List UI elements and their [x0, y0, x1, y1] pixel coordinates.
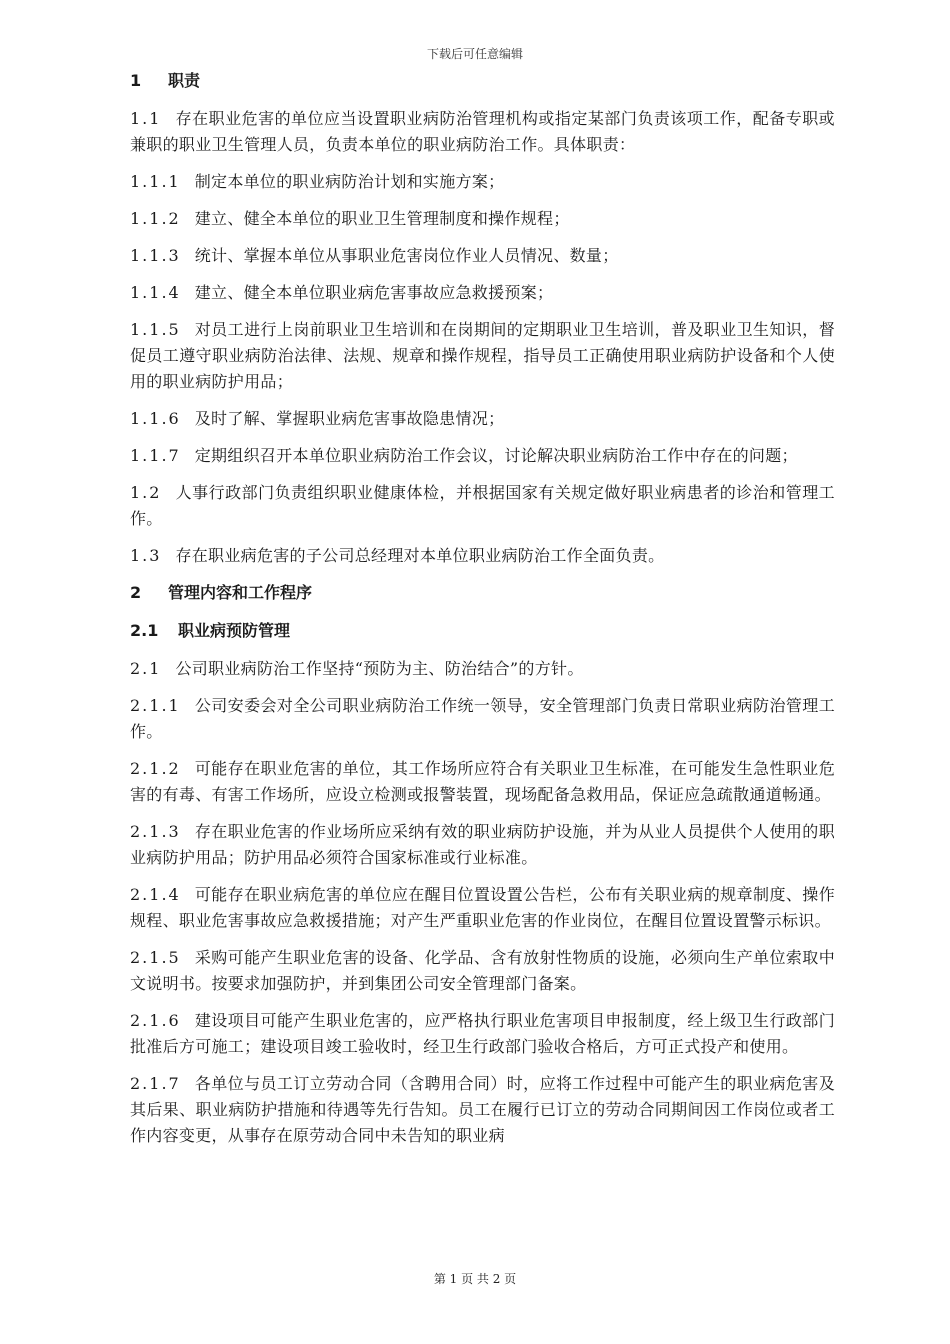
paragraph-1-1-7 [130, 443, 835, 469]
section-heading-1 [130, 68, 835, 94]
clause-number: 2.1.2 [130, 759, 181, 778]
paragraph-1-1-5 [130, 317, 835, 395]
clause-number: 2.1.1 [130, 696, 181, 715]
clause-number: 1.1.6 [130, 409, 181, 428]
paragraph-1-2 [130, 480, 835, 532]
paragraph-1-1-6 [130, 406, 835, 432]
clause-number: 2.1 [130, 659, 162, 678]
paragraph-1-1-2 [130, 206, 835, 232]
section-heading-2 [130, 580, 835, 606]
subsection-title: 职业病预防管理 [178, 621, 291, 640]
clause-text: 建立、健全本单位的职业卫生管理制度和操作规程； [194, 209, 570, 228]
clause-text: 采购可能产生职业危害的设备、化学品、含有放射性物质的设施，必须向生产单位索取中文说明书。按要求加强防护，并到集团公司安全管理部门备案。 [130, 948, 835, 993]
clause-text: 建设项目可能产生职业危害的，应严格执行职业危害项目申报制度，经上级卫生行政部门批准后方可施工；建设项目竣工验收时，经卫生行政部门验收合格后，方可正式投产和使用。 [130, 1011, 835, 1056]
clause-text: 公司安委会对全公司职业病防治工作统一领导，安全管理部门负责日常职业病防治管理工作。 [130, 696, 835, 741]
clause-text: 存在职业病危害的子公司总经理对本单位职业病防治工作全面负责。 [175, 546, 665, 565]
clause-text: 存在职业危害的作业场所应采纳有效的职业病防护设施，并为从业人员提供个人使用的职业病防护用品；防护用品必须符合国家标准或行业标准。 [130, 822, 835, 867]
clause-text: 可能存在职业病危害的单位应在醒目位置设置公告栏，公布有关职业病的规章制度、操作规程、职业危害事故应急救援措施；对产生严重职业危害的作业岗位，在醒目位置设置警示标识。 [130, 885, 835, 930]
clause-text: 建立、健全本单位职业病危害事故应急救援预案； [194, 283, 554, 302]
clause-number: 1.3 [130, 546, 162, 565]
clause-number: 2.1.7 [130, 1074, 181, 1093]
clause-number: 1.1.3 [130, 246, 181, 265]
paragraph-2-1 [130, 656, 835, 682]
clause-number: 1.2 [130, 483, 162, 502]
clause-text: 存在职业危害的单位应当设置职业病防治管理机构或指定某部门负责该项工作，配备专职或兼职的职业卫生管理人员，负责本单位的职业病防治工作。具体职责： [130, 109, 835, 154]
clause-text: 制定本单位的职业病防治计划和实施方案； [194, 172, 505, 191]
clause-text: 可能存在职业危害的单位，其工作场所应符合有关职业卫生标准，在可能发生急性职业危害的有毒、有害工作场所，应设立检测或报警装置，现场配备急救用品，保证应急疏散通道畅通。 [130, 759, 835, 804]
paragraph-2-1-5 [130, 945, 835, 997]
paragraph-1-1 [130, 106, 835, 158]
subsection-number: 2.1 [130, 621, 159, 640]
clause-text: 对员工进行上岗前职业卫生培训和在岗期间的定期职业卫生培训，普及职业卫生知识，督促员工遵守职业病防治法律、法规、规章和操作规程，指导员工正确使用职业病防护设备和个人使用的职业病防护用品； [130, 320, 835, 391]
clause-text: 各单位与员工订立劳动合同（含聘用合同）时，应将工作过程中可能产生的职业病危害及其后果、职业病防护措施和待遇等先行告知。员工在履行已订立的劳动合同期间因工作岗位或者工作内容变更，从事存在原劳动合同中未告知的职业病 [130, 1074, 835, 1145]
clause-number: 1.1 [130, 109, 162, 128]
paragraph-1-1-3 [130, 243, 835, 269]
paragraph-1-1-4 [130, 280, 835, 306]
paragraph-1-3 [130, 543, 835, 569]
page-header: 下载后可任意编辑 [426, 47, 523, 61]
clause-number: 2.1.5 [130, 948, 181, 967]
clause-text: 及时了解、掌握职业病危害事故隐患情况； [194, 409, 505, 428]
clause-number: 1.1.1 [130, 172, 181, 191]
paragraph-1-1-1 [130, 169, 835, 195]
paragraph-2-1-7 [130, 1071, 835, 1149]
clause-text: 定期组织召开本单位职业病防治工作会议，讨论解决职业病防治工作中存在的问题； [194, 446, 798, 465]
paragraph-2-1-6 [130, 1008, 835, 1060]
paragraph-2-1-2 [130, 756, 835, 808]
clause-text: 人事行政部门负责组织职业健康体检，并根据国家有关规定做好职业病患者的诊治和管理工作。 [130, 483, 835, 528]
clause-number: 1.1.5 [130, 320, 181, 339]
paragraph-2-1-4 [130, 882, 835, 934]
clause-text: 公司职业病防治工作坚持“预防为主、防治结合”的方针。 [175, 659, 584, 678]
subsection-heading-2-1 [130, 618, 835, 644]
clause-text: 统计、掌握本单位从事职业危害岗位作业人员情况、数量； [194, 246, 619, 265]
section-title: 管理内容和工作程序 [168, 583, 313, 602]
clause-number: 1.1.7 [130, 446, 181, 465]
section-number: 2 [130, 583, 142, 602]
paragraph-2-1-3 [130, 819, 835, 871]
section-number: 1 [130, 71, 142, 90]
clause-number: 1.1.4 [130, 283, 181, 302]
document-body [130, 68, 835, 1160]
clause-number: 2.1.6 [130, 1011, 181, 1030]
section-title: 职责 [168, 71, 201, 90]
clause-number: 2.1.4 [130, 885, 181, 904]
clause-number: 2.1.3 [130, 822, 181, 841]
page-footer: 第 1 页 共 2 页 [433, 1272, 517, 1286]
clause-number: 1.1.2 [130, 209, 181, 228]
paragraph-2-1-1 [130, 693, 835, 745]
